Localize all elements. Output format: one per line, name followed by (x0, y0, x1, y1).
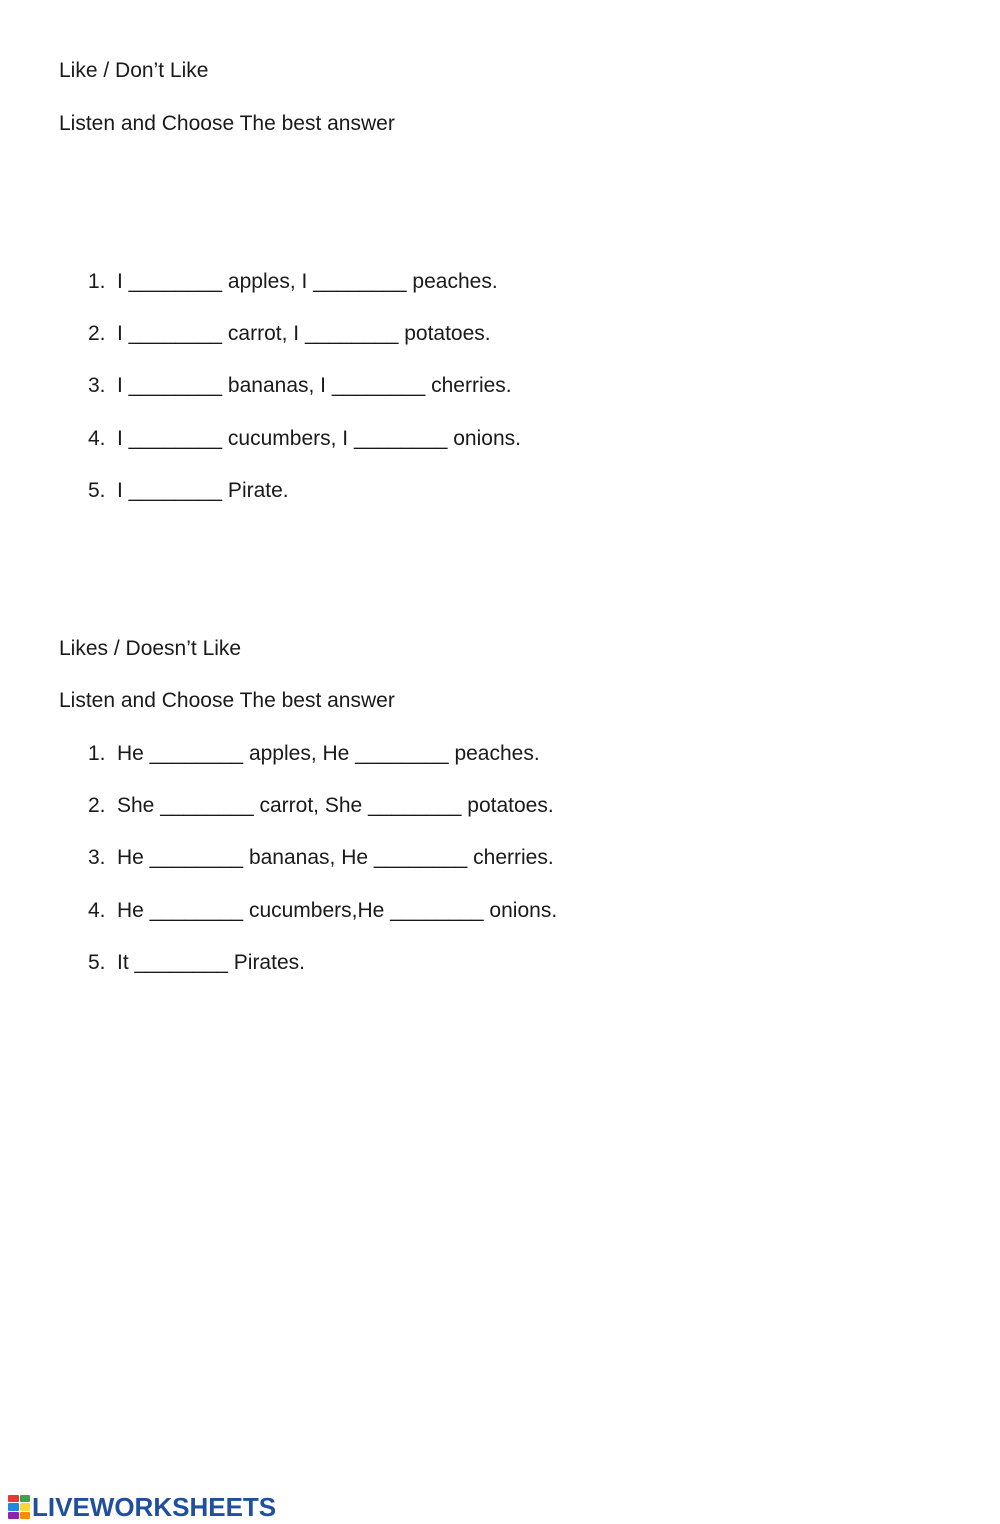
item-number: 2. (88, 794, 106, 817)
logo-blocks-icon (8, 1495, 30, 1519)
item-number: 4. (88, 427, 106, 450)
list-item (88, 793, 554, 819)
item-text: He ________ apples, He ________ peaches. (117, 742, 540, 765)
item-text: I ________ carrot, I ________ potatoes. (117, 322, 491, 345)
logo-block (20, 1495, 31, 1502)
item-text: She ________ carrot, She ________ potatoes. (117, 794, 554, 817)
logo-block (8, 1503, 19, 1510)
logo-block (20, 1503, 31, 1510)
list-item (88, 898, 557, 924)
list-item (88, 845, 554, 871)
list-item (88, 950, 305, 976)
list-item (88, 373, 512, 399)
list-item (88, 741, 540, 767)
logo-block (20, 1512, 31, 1519)
item-number: 3. (88, 374, 106, 397)
list-item (88, 478, 289, 504)
section2-instruction: Listen and Choose The best answer (59, 689, 395, 712)
item-text: I ________ bananas, I ________ cherries. (117, 374, 512, 397)
item-text: I ________ Pirate. (117, 479, 289, 502)
list-item (88, 426, 521, 452)
item-number: 1. (88, 742, 106, 765)
item-number: 4. (88, 899, 106, 922)
section1-title: Like / Don’t Like (59, 59, 209, 82)
logo-text: LIVEWORKSHEETS (32, 1491, 277, 1522)
item-text: I ________ cucumbers, I ________ onions. (117, 427, 521, 450)
section1-instruction: Listen and Choose The best answer (59, 112, 395, 135)
item-number: 5. (88, 479, 106, 502)
item-text: He ________ bananas, He ________ cherries. (117, 846, 554, 869)
liveworksheets-logo (8, 1492, 276, 1522)
item-number: 2. (88, 322, 106, 345)
item-number: 5. (88, 951, 106, 974)
item-text: It ________ Pirates. (117, 951, 305, 974)
logo-block (8, 1512, 19, 1519)
logo-block (8, 1495, 19, 1502)
list-item (88, 269, 498, 295)
item-number: 3. (88, 846, 106, 869)
section2-title: Likes / Doesn’t Like (59, 637, 242, 660)
list-item (88, 321, 491, 347)
item-number: 1. (88, 270, 106, 293)
item-text: I ________ apples, I ________ peaches. (117, 270, 498, 293)
item-text: He ________ cucumbers,He ________ onions. (117, 899, 558, 922)
